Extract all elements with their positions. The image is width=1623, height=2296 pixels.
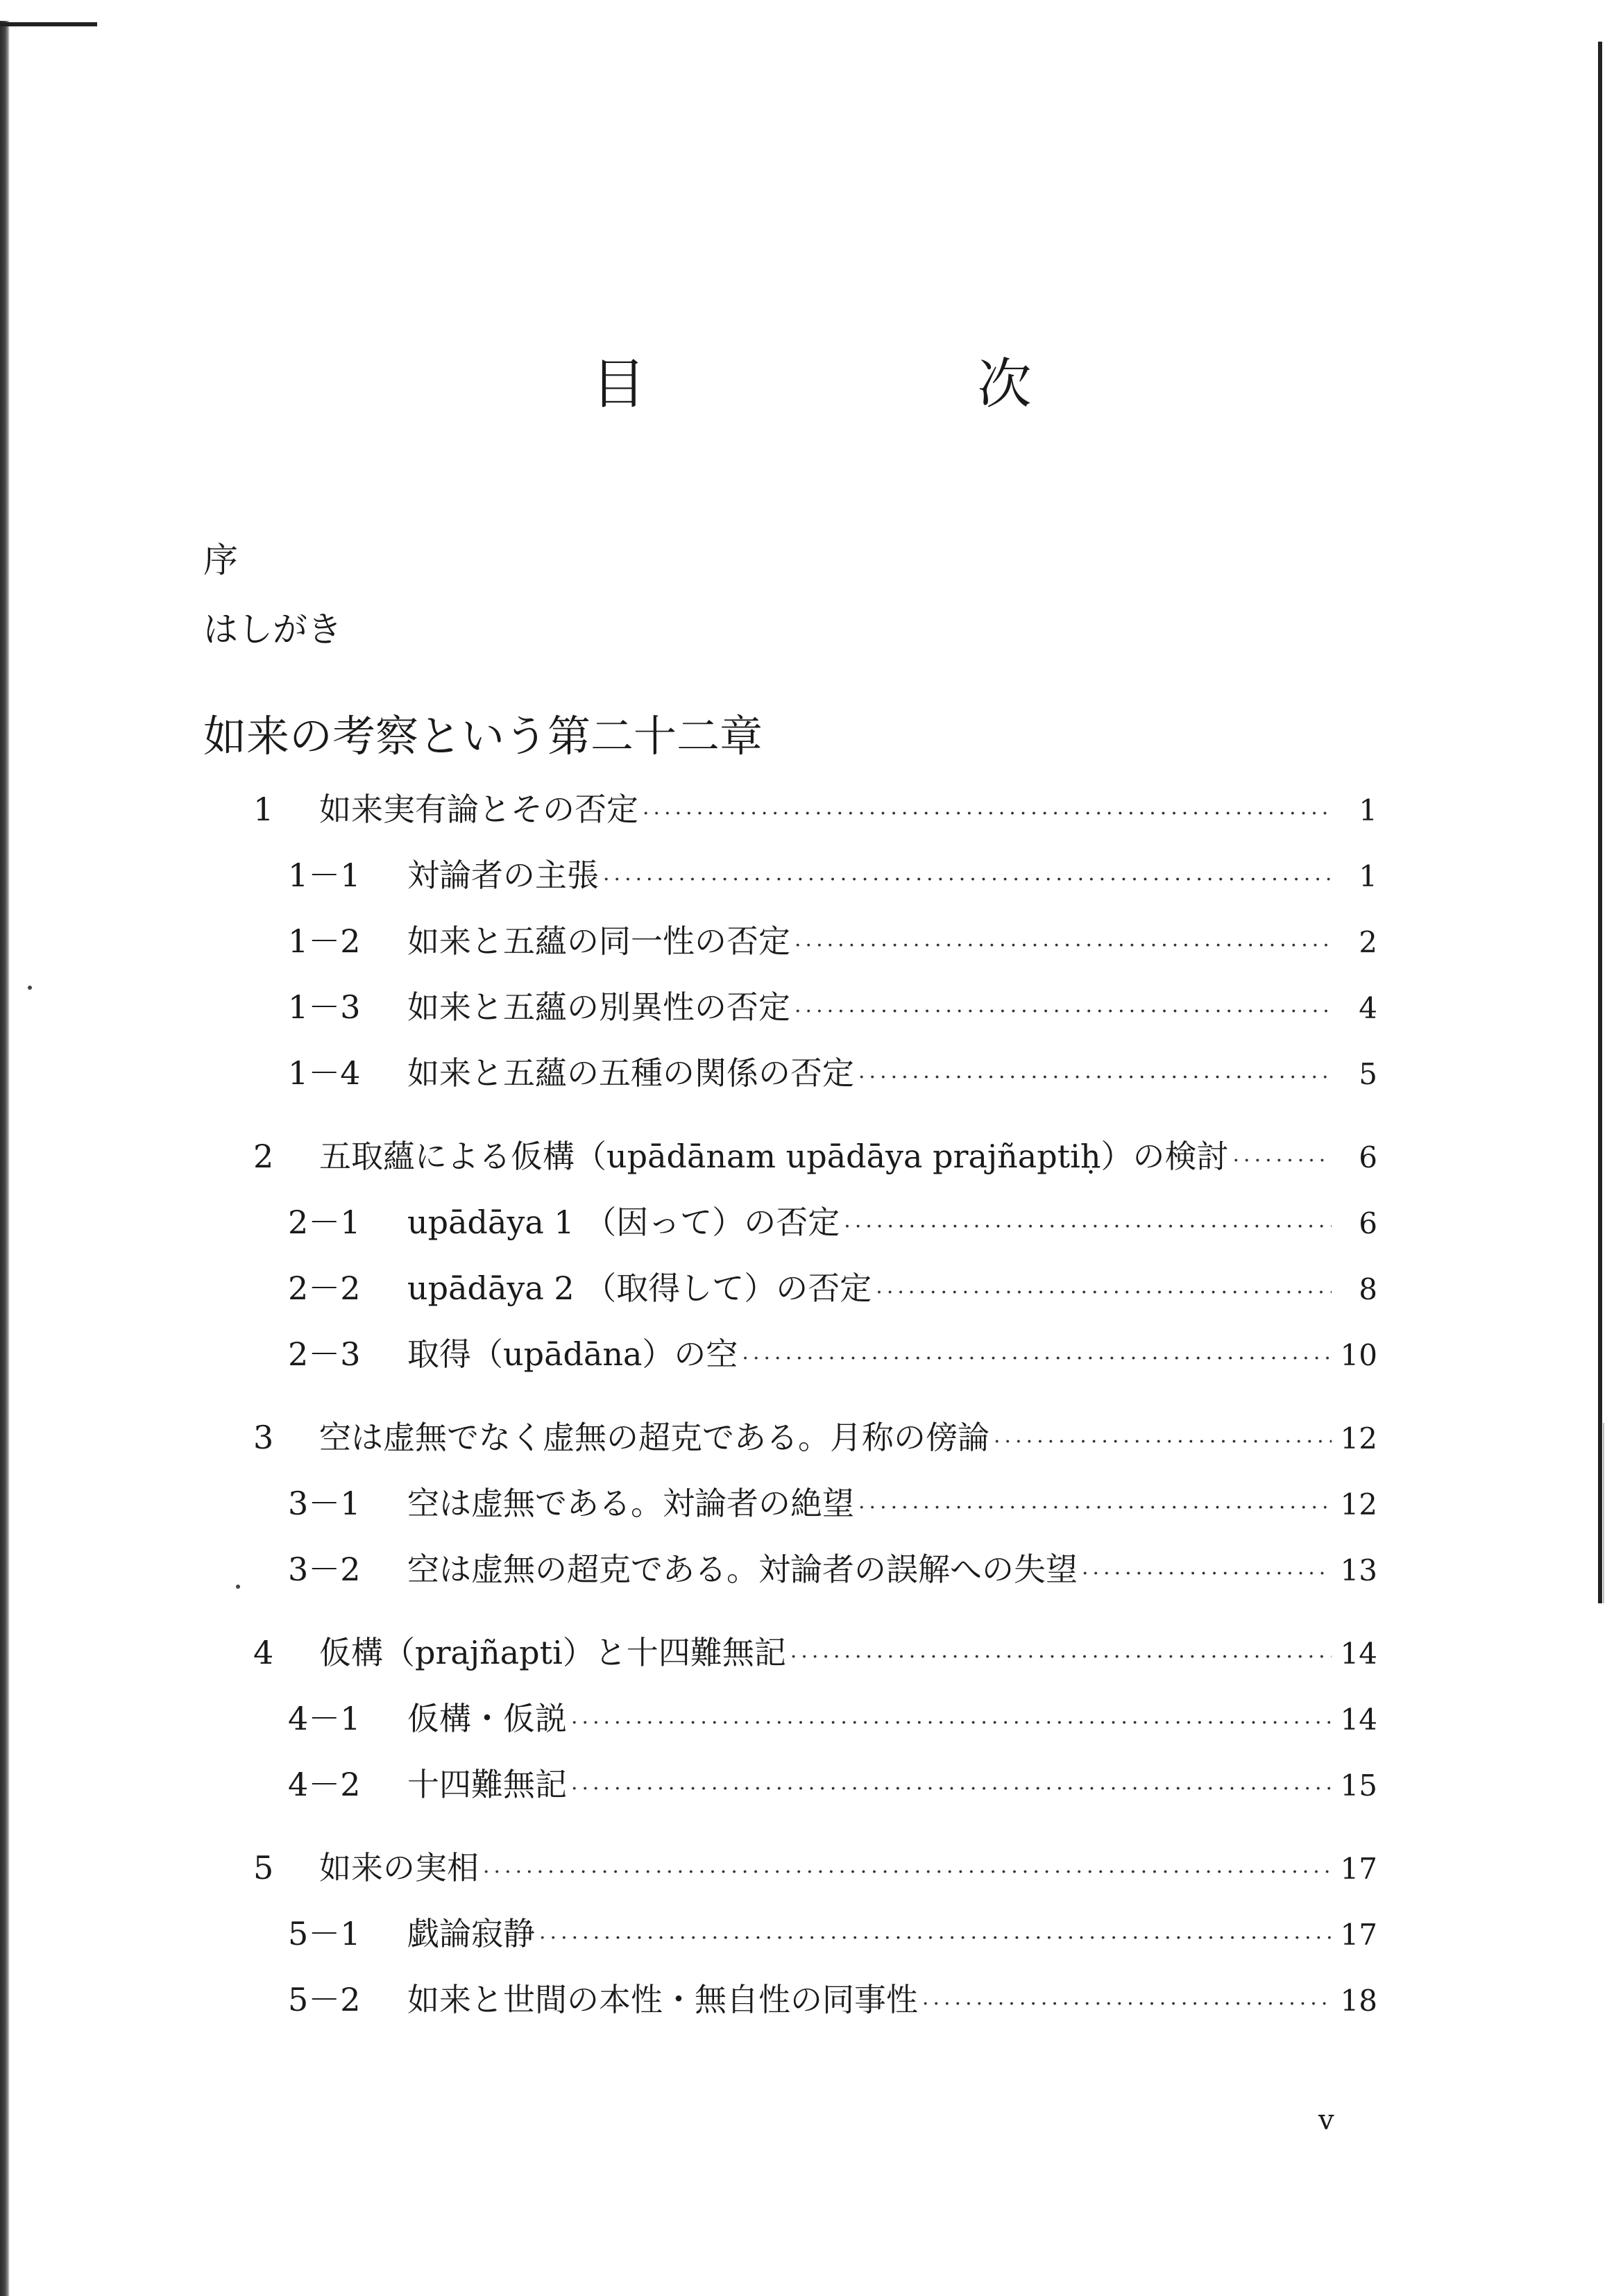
toc-page-number: 8 [1359, 1272, 1377, 1306]
toc-page-number: 17 [1340, 1918, 1377, 1952]
toc-entry-2-3[interactable] [288, 1335, 1377, 1380]
toc-title: 如来と五蘊の別異性の否定 [407, 988, 790, 1026]
leader-dots [1082, 1564, 1332, 1585]
scan-edge-top-mark [0, 22, 97, 26]
leader-dots [483, 1862, 1332, 1883]
front-matter-preface[interactable]: 序 [203, 540, 238, 580]
toc-title: 十四難無記 [407, 1766, 567, 1803]
leader-dots [994, 1432, 1332, 1453]
leader-dots [539, 1928, 1332, 1949]
toc-title: 如来の実相 [319, 1849, 479, 1886]
toc-number: 3 [253, 1419, 274, 1456]
toc-page-number: 15 [1340, 1769, 1377, 1803]
toc-entry-2[interactable] [253, 1140, 1377, 1182]
toc-page-number: 2 [1359, 925, 1377, 959]
toc-number: 4 [253, 1634, 274, 1671]
leader-dots [922, 1994, 1332, 2015]
toc-number: 2 [253, 1138, 274, 1175]
leader-dots [571, 1779, 1332, 1800]
front-matter-foreword[interactable]: はしがき [203, 609, 342, 650]
toc-number: 2－3 [288, 1335, 361, 1373]
toc-page-number: 12 [1340, 1421, 1377, 1455]
toc-title: 如来と五蘊の五種の関係の否定 [407, 1054, 854, 1092]
stray-mark [28, 986, 32, 990]
leader-dots [1233, 1151, 1332, 1172]
leader-dots [643, 804, 1332, 825]
toc-page-number: 17 [1340, 1852, 1377, 1886]
toc-entry-4-1[interactable] [288, 1700, 1377, 1744]
toc-entry-1-3[interactable] [288, 988, 1377, 1033]
toc-page-number: 6 [1359, 1140, 1377, 1174]
leader-dots [794, 1002, 1332, 1022]
toc-entry-5[interactable] [253, 1849, 1377, 1893]
toc-title: 五取蘊による仮構（upādānam upādāya prajñaptiḥ）の検討 [319, 1138, 1229, 1175]
toc-page-number: 6 [1359, 1206, 1377, 1240]
toc-entry-4[interactable] [253, 1634, 1377, 1678]
toc-title: 如来と五蘊の同一性の否定 [407, 922, 790, 960]
toc-entry-4-2[interactable] [288, 1766, 1377, 1810]
toc-title: 空は虚無の超克である。対論者の誤解への失望 [407, 1551, 1078, 1588]
toc-entry-5-2[interactable] [288, 1981, 1377, 2025]
leader-dots [858, 1498, 1332, 1519]
leader-dots [571, 1713, 1332, 1734]
leader-dots [794, 936, 1332, 956]
toc-number: 5 [253, 1849, 274, 1886]
scan-edge-right-faint [1603, 1423, 1604, 1603]
toc-title: 戯論寂静 [407, 1915, 535, 1952]
toc-title: 如来実有論とその否定 [319, 791, 638, 828]
toc-page-number: 4 [1359, 991, 1377, 1025]
toc-number: 1－3 [288, 988, 361, 1026]
leader-dots [742, 1349, 1332, 1369]
toc-number: 4－2 [288, 1766, 361, 1803]
toc-number: 2－2 [288, 1269, 361, 1307]
toc-entry-2-2[interactable] [288, 1269, 1377, 1314]
toc-entry-3-1[interactable] [288, 1487, 1377, 1529]
toc-page-number: 1 [1359, 793, 1377, 827]
scan-edge-right [1598, 42, 1602, 1603]
toc-page-number: 14 [1340, 1703, 1377, 1737]
leader-dots [858, 1067, 1332, 1088]
stray-mark [236, 1585, 240, 1589]
toc-page-number: 14 [1340, 1637, 1377, 1671]
toc-page-number: 1 [1359, 859, 1377, 893]
toc-number: 5－2 [288, 1981, 361, 2018]
leader-dots [844, 1217, 1332, 1238]
toc-page-number: 12 [1340, 1487, 1377, 1521]
toc-number: 3－2 [288, 1551, 361, 1588]
toc-page-number: 18 [1340, 1984, 1377, 2018]
toc-number: 1－4 [288, 1054, 361, 1092]
toc-page-number: 10 [1340, 1338, 1377, 1372]
toc-page-number: 5 [1359, 1057, 1377, 1091]
toc-number: 1 [253, 791, 274, 828]
leader-dots [790, 1647, 1332, 1668]
toc-entry-1-1[interactable] [288, 856, 1377, 901]
toc-number: 3－1 [288, 1485, 361, 1522]
toc-title: 仮構（prajñapti）と十四難無記 [319, 1634, 786, 1671]
toc-title: upādāya 2 （取得して）の否定 [407, 1269, 872, 1307]
toc-entry-1-4[interactable] [288, 1054, 1377, 1099]
toc-entry-3[interactable] [253, 1421, 1377, 1463]
toc-entry-2-1[interactable] [288, 1206, 1377, 1248]
part-title[interactable]: 如来の考察という第二十二章 [203, 711, 763, 761]
toc-entry-1-2[interactable] [288, 922, 1377, 967]
toc-title: 空は虚無である。対論者の絶望 [407, 1485, 854, 1522]
toc-number: 5－1 [288, 1915, 361, 1952]
toc-title: 取得（upādāna）の空 [407, 1335, 738, 1373]
toc-title: 仮構・仮説 [407, 1700, 567, 1737]
toc-title: 対論者の主張 [407, 856, 599, 894]
toc-number: 1－2 [288, 922, 361, 960]
page-folio: v [1318, 2104, 1334, 2136]
toc-number: 4－1 [288, 1700, 361, 1737]
toc-page-number: 13 [1340, 1553, 1377, 1587]
toc-title: 如来と世間の本性・無自性の同事性 [407, 1981, 918, 2018]
page-title: 目 次 [591, 353, 1171, 416]
toc-entry-1[interactable] [253, 793, 1377, 835]
leader-dots [603, 870, 1332, 890]
toc-title: 空は虚無でなく虚無の超克である。月称の傍論 [319, 1419, 989, 1456]
toc-title: upādāya 1 （因って）の否定 [407, 1204, 840, 1241]
toc-number: 1－1 [288, 856, 361, 894]
toc-entry-5-1[interactable] [288, 1915, 1377, 1959]
leader-dots [876, 1283, 1332, 1303]
toc-number: 2－1 [288, 1204, 361, 1241]
toc-entry-3-2[interactable] [288, 1553, 1377, 1595]
